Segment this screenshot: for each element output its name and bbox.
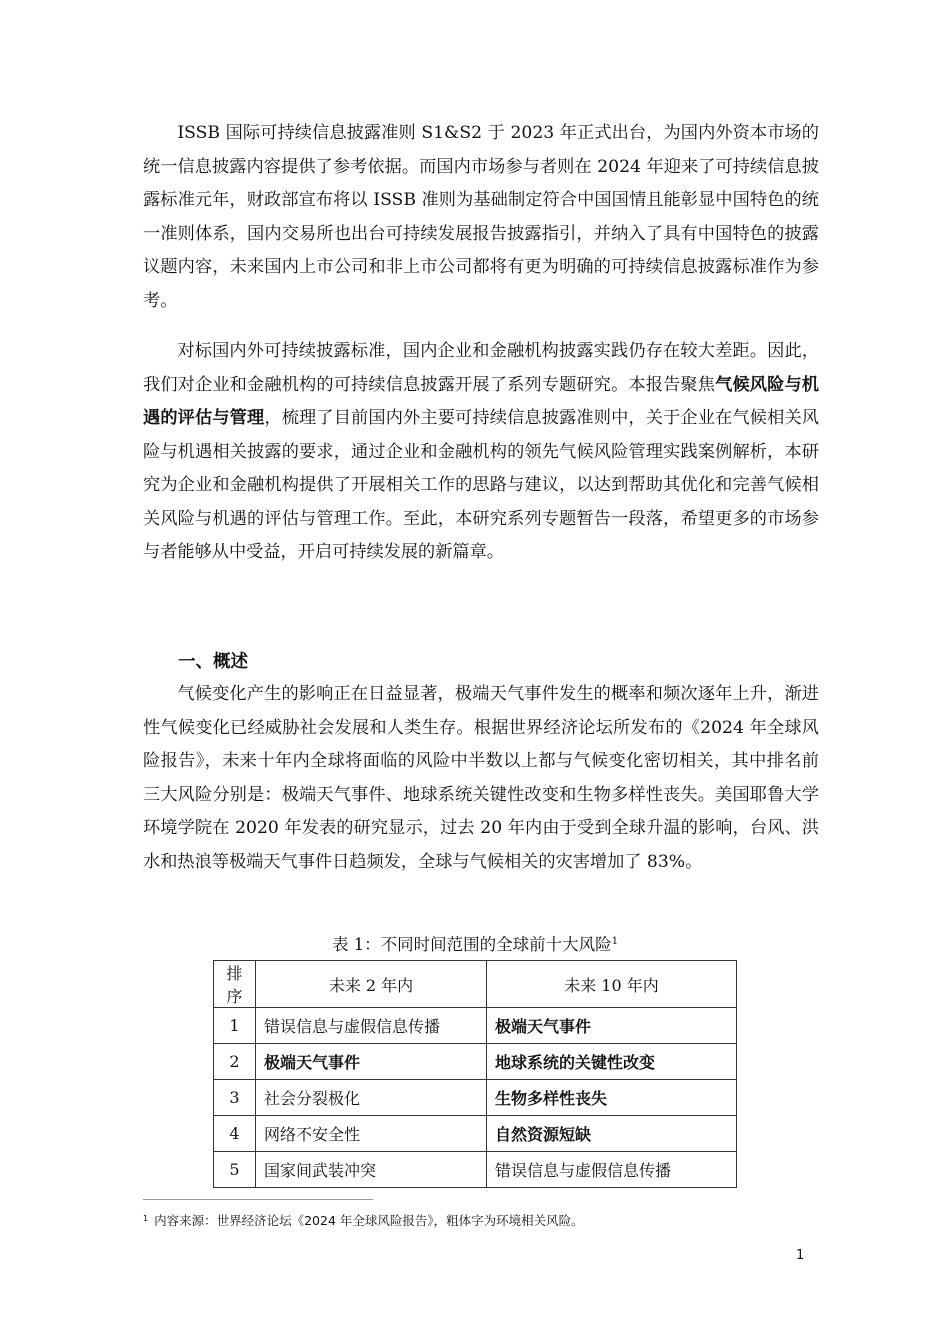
two-year-risk-cell: 网络不安全性 (256, 1116, 487, 1152)
ten-year-risk-cell: 极端天气事件 (487, 1008, 737, 1044)
intro-paragraph-2 (143, 335, 819, 570)
table-row (214, 1008, 737, 1044)
ten-year-risk-cell: 自然资源短缺 (487, 1116, 737, 1152)
footnote-divider (143, 1199, 373, 1200)
intro-paragraph-2-end: ，梳理了目前国内外主要可持续信息披露准则中，关于企业在气候相关风险与机遇相关披露的要求，通过企业和金融机构的领先气候风险管理实践案例解析，本研究为企业和金融机构提供了开展相关工作的思路与建议，以达到帮助其优化和完善气候相关风险与机遇的评估与管理工作。至此，本研究系列专题暂告一段落，希望更多的市场参与者能够从中受益，开启可持续发展的新篇章。 (143, 408, 819, 562)
two-year-risk-cell: 错误信息与虚假信息传播 (256, 1008, 487, 1044)
intro-paragraph-2-start: 对标国内外可持续披露标准，国内企业和金融机构披露实践仍存在较大差距。因此，我们对企业和金融机构的可持续信息披露开展了系列专题研究。本报告聚焦 (143, 341, 819, 395)
table-caption-text: 表 1：不同时间范围的全球前十大风险 (331, 935, 612, 954)
rank-cell: 2 (214, 1044, 256, 1080)
ten-year-risk-cell: 生物多样性丧失 (487, 1080, 737, 1116)
two-year-risk-cell: 极端天气事件 (256, 1044, 487, 1080)
intro-paragraph-2-emphasis: 气候风险与机遇的评估与管理 (143, 374, 819, 428)
risk-table (213, 960, 737, 1188)
overview-paragraph: 气候变化产生的影响正在日益显著，极端天气事件发生的概率和频次逐年上升，渐进性气候变化已经威胁社会发展和人类生存。根据世界经济论坛所发布的《2024 年全球风险报告》，未来十年内全球将面临的风险中半数以上都与气候变化密切相关，其中排名前三大风险分别是：极端天气事件、地球系统关键性改变和生物多样性丧失。美国耶鲁大学环境学院在 2020 年发表的研究显示，过去 20 年内由于受到全球升温的影响，台风、洪水和热浪等极端天气事件日趋频发，全球与气候相关的灾害增加了 83%。 (143, 684, 819, 872)
footnote-reference: 1 (611, 936, 619, 947)
rank-cell: 3 (214, 1080, 256, 1116)
two-year-risk-cell: 国家间武装冲突 (256, 1152, 487, 1188)
footnote (143, 1211, 584, 1229)
header-rank: 排序 (214, 961, 256, 1008)
page-number: 1 (796, 1248, 805, 1263)
section-heading: 一、概述 (178, 652, 248, 672)
footnote-text: 内容来源：世界经济论坛《2024 年全球风险报告》，粗体字为环境相关风险。 (154, 1213, 584, 1228)
rank-cell: 1 (214, 1008, 256, 1044)
table-row (214, 1152, 737, 1188)
rank-cell: 5 (214, 1152, 256, 1188)
table-caption (0, 931, 950, 955)
footnote-mark: 1 (143, 1214, 149, 1223)
table-row (214, 1080, 737, 1116)
header-ten-year: 未来 10 年内 (487, 961, 737, 1008)
table-row (214, 1044, 737, 1080)
table-header-row (214, 961, 737, 1008)
ten-year-risk-cell: 错误信息与虚假信息传播 (487, 1152, 737, 1188)
intro-paragraph-1: ISSB 国际可持续信息披露准则 S1&S2 于 2023 年正式出台，为国内外资本市场的统一信息披露内容提供了参考依据。而国内市场参与者则在 2024 年迎来了可持续信息披露标准元年，财政部宣布将以 ISSB 准则为基础制定符合中国国情且能彰显中国特色的统一准则体系，国内交易所也出台可持续发展报告披露指引，并纳入了具有中国特色的披露议题内容，未来国内上市公司和非上市公司都将有更为明确的可持续信息披露标准作为参考。 (143, 123, 819, 311)
table-row (214, 1116, 737, 1152)
header-two-year: 未来 2 年内 (256, 961, 487, 1008)
ten-year-risk-cell: 地球系统的关键性改变 (487, 1044, 737, 1080)
two-year-risk-cell: 社会分裂极化 (256, 1080, 487, 1116)
rank-cell: 4 (214, 1116, 256, 1152)
